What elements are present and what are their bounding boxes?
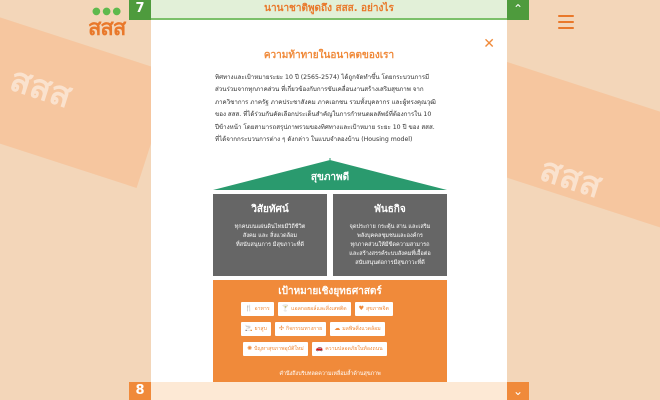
- goal-label: แอลกอฮอล์และสิ่งเสพติด: [291, 306, 347, 312]
- virus-icon: ✺: [247, 345, 253, 352]
- goal-label: สุขภาพจิต: [365, 306, 389, 312]
- next-section-number: 8: [129, 382, 151, 400]
- goal-chip-food[interactable]: [241, 302, 274, 316]
- sss-logo[interactable]: [88, 6, 126, 45]
- paragraph-line: ของ สสส. ที่ได้ร่วมกันคัดเลือกประเด็นสำคัญในการกำหนดผลลัพธ์ที่ต้องการใน 10: [215, 111, 432, 119]
- goal-chip-physical-activity[interactable]: [275, 322, 326, 336]
- vision-line: ที่สนับสนุนการ มีสุขภาวะที่ดี: [235, 242, 305, 248]
- vision-line: สังคม และ สิ่งแวดล้อม: [242, 233, 298, 239]
- paragraph-line: ทิศทางและเป้าหมายระยะ 10 ปี (2565-2574) ได้ถูกจัดทำขึ้น โดยกระบวนการมี: [215, 74, 430, 81]
- goals-heading: เป้าหมายเชิงยุทธศาสตร์: [278, 286, 382, 297]
- goal-chip-emerging-health[interactable]: [243, 342, 308, 356]
- goal-chip-road-safety[interactable]: [312, 342, 387, 356]
- section-number: 7: [129, 0, 151, 20]
- paragraph-line: ภาควิชาการ ภาครัฐ ภาคประชาสังคม ภาคเอกชน รวมทั้งบุคลากร และผู้ทรงคุณวุฒิ: [215, 98, 436, 106]
- paragraph-line: ที่ได้จากกระบวนการต่าง ๆ ดังกล่าว ในแบบจำลองบ้าน (Housing model): [215, 136, 413, 144]
- chevron-up-icon[interactable]: ⌃: [507, 0, 529, 20]
- background-logo-text-left: สสส: [5, 59, 77, 117]
- heart-icon: ♥: [358, 305, 364, 312]
- cocktail-icon: 🍸: [281, 305, 290, 312]
- car-icon: 🚗: [315, 345, 324, 352]
- goal-chip-tobacco[interactable]: [241, 322, 271, 336]
- vision-text: [219, 223, 321, 250]
- close-icon[interactable]: ✕: [483, 36, 495, 52]
- paragraph-line: ส่วนร่วมจากทุกภาคส่วน ที่เกี่ยวข้องกับการขับเคลื่อนงานสร้างเสริมสุขภาพ จาก: [215, 86, 424, 94]
- mission-line: ทุกภาคส่วนให้มีขีดความสามารถ: [350, 242, 430, 248]
- mission-text: [339, 223, 441, 268]
- goal-chip-alcohol[interactable]: [278, 302, 351, 316]
- mission-heading: พันธกิจ: [374, 204, 406, 215]
- paragraph-line: ปีข้างหน้า โดยสามารถสรุปภาพรวมของทิศทางและเป้าหมาย ระยะ 10 ปี ของ สสส.: [215, 123, 435, 131]
- goal-label: ปัญหาสุขภาพอุบัติใหม่: [254, 346, 304, 352]
- modal-title: ความท้าทายในอนาคตของเรา: [263, 50, 395, 61]
- goal-label: มลพิษสิ่งแวดล้อม: [342, 326, 381, 332]
- logo-dots-icon: ● ● ●: [92, 6, 121, 17]
- mission-line: และสร้างสรรค์ระบบสังคมที่เอื้อต่อ: [349, 251, 431, 257]
- chevron-down-icon[interactable]: ⌄: [507, 382, 529, 400]
- vision-line: ทุกคนบนแผ่นดินไทยมีวิถีชีวิต: [234, 224, 306, 230]
- mission-pillar: [333, 194, 447, 276]
- goals-row-1: [241, 302, 397, 316]
- goal-label: ยาสูบ: [254, 326, 267, 332]
- goals-row-2: [241, 322, 389, 336]
- housing-model: [213, 158, 447, 377]
- section-header-bar[interactable]: [129, 0, 529, 20]
- goal-chip-mental-health[interactable]: [355, 302, 393, 316]
- goal-label: อาหาร: [254, 306, 270, 312]
- background-logo-text-right: สสส: [535, 149, 607, 207]
- roof-label: สุขภาพดี: [310, 172, 350, 183]
- activity-icon: ✣: [278, 325, 284, 332]
- next-section-bar[interactable]: [129, 382, 529, 400]
- logo-text: สสส: [88, 16, 126, 41]
- pillars: [213, 194, 447, 276]
- menu-icon[interactable]: [558, 15, 574, 29]
- mission-line: สนับสนุนต่อการมีสุขภาวะที่ดี: [355, 260, 425, 266]
- cloud-icon: ☁: [334, 325, 341, 332]
- goal-label: ความปลอดภัยในท้องถนน: [325, 346, 383, 352]
- goal-chip-pollution[interactable]: [330, 322, 384, 336]
- mission-line: จุดประกาย กระตุ้น สาน และเสริม: [349, 224, 431, 230]
- mission-line: พลังบุคคลชุมชนและองค์กร: [357, 233, 423, 239]
- vision-pillar: [213, 194, 327, 276]
- challenges-modal: [151, 20, 507, 382]
- goals-row-3: [243, 342, 391, 356]
- vision-heading: วิสัยทัศน์: [251, 204, 289, 215]
- cigarette-icon: 🚬: [245, 325, 253, 332]
- section-title: นานาชาติพูดถึง สสส. อย่างไร: [264, 3, 394, 14]
- intro-paragraph: [215, 72, 445, 146]
- goals-footer: คำนึงถึงบริบทลดความเหลื่อมล้ำด้านสุขภาพ: [279, 371, 381, 377]
- fork-knife-icon: 🍴: [245, 305, 253, 312]
- strategic-goals: [213, 280, 447, 384]
- goal-label: กิจกรรมทางกาย: [285, 326, 323, 332]
